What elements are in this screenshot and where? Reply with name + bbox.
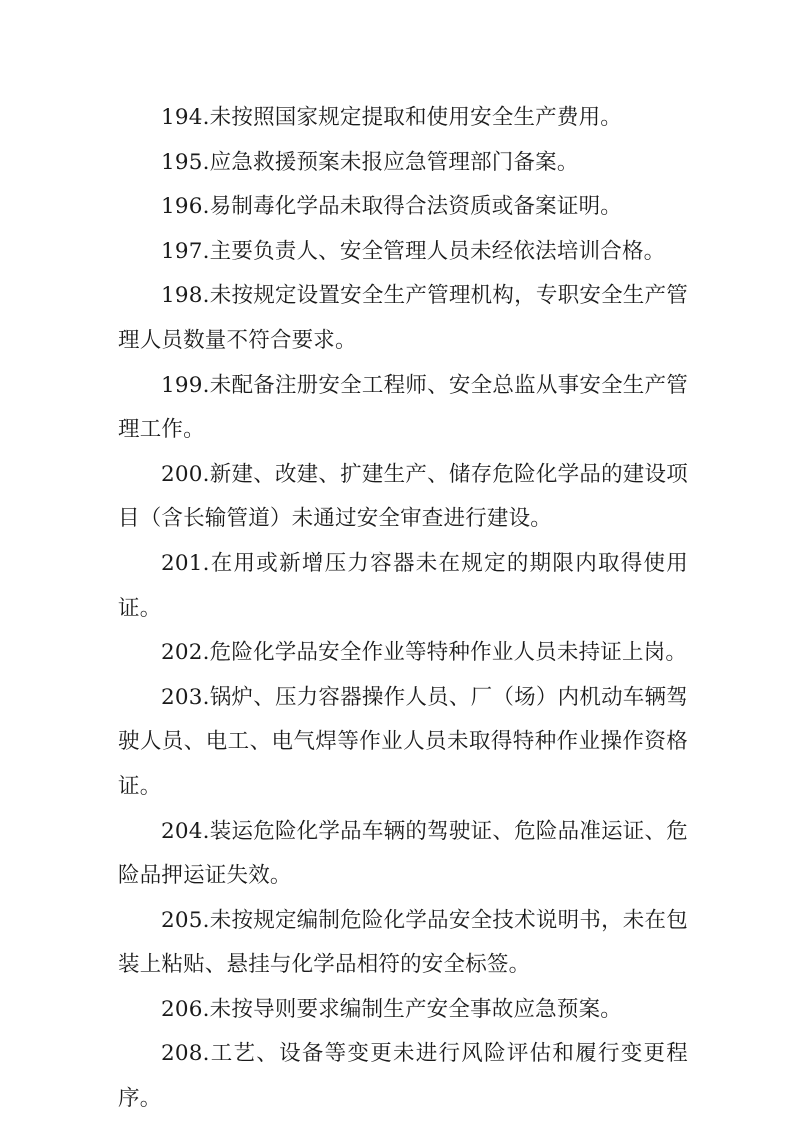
list-item-205: 205.未按规定编制危险化学品安全技术说明书，未在包装上粘贴、悬挂与化学品相符的安全标签。 — [118, 907, 688, 978]
list-item-202: 202.危险化学品安全作业等特种作业人员未持证上岗。 — [161, 640, 688, 666]
list-item-195: 195.应急救援预案未报应急管理部门备案。 — [161, 149, 579, 175]
list-item-206: 206.未按导则要求编制生产安全事故应急预案。 — [161, 996, 622, 1022]
list-item-203: 203.锅炉、压力容器操作人员、厂（场）内机动车辆驾驶人员、电工、电气焊等作业人员未取得特种作业操作资格证。 — [118, 684, 688, 799]
list-item-194: 194.未按照国家规定提取和使用安全生产费用。 — [161, 105, 622, 130]
document-body — [118, 96, 688, 1122]
list-item-200: 200.新建、改建、扩建生产、储存危险化学品的建设项目（含长输管道）未通过安全审查进行建设。 — [118, 461, 688, 532]
list-item-201: 201.在用或新增压力容器未在规定的期限内取得使用证。 — [118, 550, 688, 621]
list-item-198: 198.未按规定设置安全生产管理机构，专职安全生产管理人员数量不符合要求。 — [118, 283, 688, 353]
list-item-204: 204.装运危险化学品车辆的驾驶证、危险品准运证、危险品押运证失效。 — [118, 818, 688, 889]
list-item-208: 208.工艺、设备等变更未进行风险评估和履行变更程序。 — [118, 1041, 688, 1112]
list-item-196: 196.易制毒化学品未取得合法资质或备案证明。 — [161, 194, 622, 220]
list-item-197: 197.主要负责人、安全管理人员未经依法培训合格。 — [161, 238, 666, 264]
list-item-199: 199.未配备注册安全工程师、安全总监从事安全生产管理工作。 — [118, 372, 688, 443]
